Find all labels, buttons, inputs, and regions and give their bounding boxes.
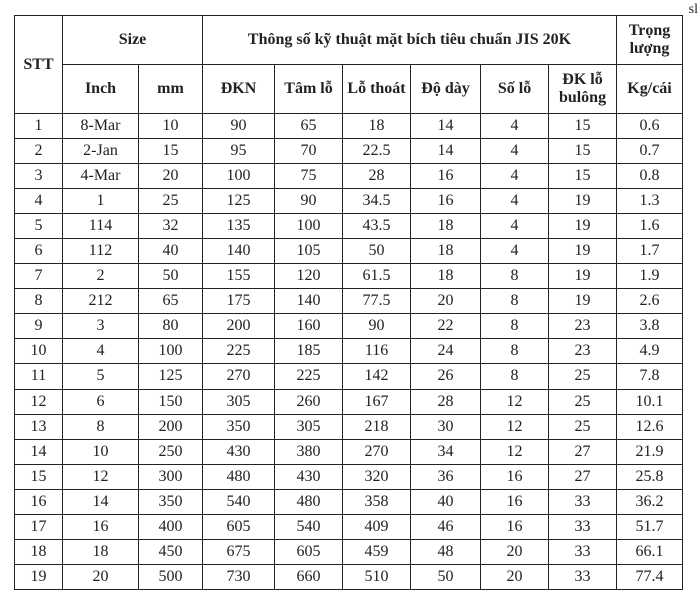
table-cell: 70: [275, 139, 343, 164]
table-cell: 33: [549, 514, 617, 539]
table-cell: 65: [275, 114, 343, 139]
table-cell: 4: [63, 339, 139, 364]
table-row: [15, 114, 683, 139]
table-cell: 34.5: [343, 189, 411, 214]
table-row: [15, 564, 683, 589]
table-cell: 50: [411, 564, 481, 589]
table-cell: 16: [63, 514, 139, 539]
table-cell: 4: [481, 114, 549, 139]
table-cell: 90: [203, 114, 275, 139]
table-cell: 21.9: [617, 439, 683, 464]
table-cell: 28: [343, 164, 411, 189]
table-cell: 212: [63, 289, 139, 314]
table-cell: 605: [203, 514, 275, 539]
table-cell: 114: [63, 214, 139, 239]
table-cell: 270: [203, 364, 275, 389]
table-cell: 480: [275, 489, 343, 514]
table-cell: 225: [275, 364, 343, 389]
table-cell: 15: [15, 464, 63, 489]
table-cell: 90: [343, 314, 411, 339]
table-cell: 13: [15, 414, 63, 439]
table-cell: 4: [15, 189, 63, 214]
table-cell: 40: [411, 489, 481, 514]
table-cell: 18: [411, 214, 481, 239]
table-cell: 12.6: [617, 414, 683, 439]
table-cell: 430: [203, 439, 275, 464]
header-dk-lo-bulong: ĐK lỗ bulông: [549, 65, 617, 114]
table-cell: 125: [203, 189, 275, 214]
table-cell: 8: [481, 364, 549, 389]
table-cell: 95: [203, 139, 275, 164]
table-cell: 2-Jan: [63, 139, 139, 164]
table-cell: 15: [549, 139, 617, 164]
table-cell: 36.2: [617, 489, 683, 514]
table-cell: 51.7: [617, 514, 683, 539]
table-row: [15, 189, 683, 214]
table-cell: 27: [549, 439, 617, 464]
table-cell: 4: [481, 139, 549, 164]
table-cell: 185: [275, 339, 343, 364]
table-cell: 25.8: [617, 464, 683, 489]
table-cell: 380: [275, 439, 343, 464]
table-cell: 77.5: [343, 289, 411, 314]
table-cell: 7: [15, 264, 63, 289]
table-cell: 660: [275, 564, 343, 589]
table-cell: 50: [139, 264, 203, 289]
table-cell: 16: [481, 464, 549, 489]
table-cell: 12: [481, 439, 549, 464]
table-cell: 30: [411, 414, 481, 439]
table-cell: 61.5: [343, 264, 411, 289]
table-cell: 66.1: [617, 539, 683, 564]
table-row: [15, 514, 683, 539]
header-tam-lo: Tâm lỗ: [275, 65, 343, 114]
table-cell: 270: [343, 439, 411, 464]
table-cell: 18: [15, 539, 63, 564]
table-cell: 112: [63, 239, 139, 264]
table-cell: 15: [139, 139, 203, 164]
table-cell: 8: [481, 339, 549, 364]
table-cell: 43.5: [343, 214, 411, 239]
table-cell: 200: [139, 414, 203, 439]
table-cell: 14: [411, 114, 481, 139]
table-cell: 19: [549, 239, 617, 264]
table-cell: 105: [275, 239, 343, 264]
table-cell: 160: [275, 314, 343, 339]
table-cell: 250: [139, 439, 203, 464]
table-cell: 430: [275, 464, 343, 489]
table-cell: 8: [481, 264, 549, 289]
table-cell: 12: [481, 389, 549, 414]
table-cell: 4: [481, 164, 549, 189]
table-cell: 20: [139, 164, 203, 189]
table-cell: 100: [139, 339, 203, 364]
table-cell: 19: [549, 264, 617, 289]
table-cell: 125: [139, 364, 203, 389]
header-inch: Inch: [63, 65, 139, 114]
table-cell: 1.9: [617, 264, 683, 289]
table-cell: 12: [15, 389, 63, 414]
table-cell: 46: [411, 514, 481, 539]
table-cell: 400: [139, 514, 203, 539]
table-cell: 25: [549, 364, 617, 389]
header-lo-thoat: Lỗ thoát: [343, 65, 411, 114]
table-cell: 77.4: [617, 564, 683, 589]
table-cell: 1: [63, 189, 139, 214]
table-cell: 20: [481, 564, 549, 589]
table-cell: 40: [139, 239, 203, 264]
table-cell: 16: [481, 514, 549, 539]
table-cell: 730: [203, 564, 275, 589]
table-cell: 4.9: [617, 339, 683, 364]
table-cell: 8: [481, 314, 549, 339]
table-cell: 1.6: [617, 214, 683, 239]
table-cell: 28: [411, 389, 481, 414]
table-cell: 16: [411, 189, 481, 214]
table-row: [15, 214, 683, 239]
table-row: [15, 289, 683, 314]
table-row: [15, 164, 683, 189]
table-row: [15, 239, 683, 264]
table-cell: 32: [139, 214, 203, 239]
table-cell: 167: [343, 389, 411, 414]
table-cell: 120: [275, 264, 343, 289]
table-cell: 7.8: [617, 364, 683, 389]
table-cell: 350: [139, 489, 203, 514]
table-cell: 19: [549, 289, 617, 314]
table-cell: 33: [549, 564, 617, 589]
table-cell: 16: [481, 489, 549, 514]
table-cell: 16: [411, 164, 481, 189]
table-cell: 260: [275, 389, 343, 414]
table-cell: 8: [15, 289, 63, 314]
table-row: [15, 414, 683, 439]
header-so-lo: Số lỗ: [481, 65, 549, 114]
table-cell: 116: [343, 339, 411, 364]
jis-20k-flange-table: [14, 15, 683, 590]
table-cell: 3.8: [617, 314, 683, 339]
header-row-2: [15, 65, 683, 114]
table-cell: 12: [481, 414, 549, 439]
table-cell: 358: [343, 489, 411, 514]
table-cell: 10: [63, 439, 139, 464]
table-cell: 8-Mar: [63, 114, 139, 139]
table-cell: 540: [203, 489, 275, 514]
table-row: [15, 264, 683, 289]
table-cell: 23: [549, 314, 617, 339]
table-row: [15, 439, 683, 464]
table-cell: 14: [63, 489, 139, 514]
table-cell: 540: [275, 514, 343, 539]
table-cell: 27: [549, 464, 617, 489]
table-cell: 150: [139, 389, 203, 414]
table-cell: 675: [203, 539, 275, 564]
table-cell: 2: [15, 139, 63, 164]
table-cell: 140: [203, 239, 275, 264]
table-cell: 80: [139, 314, 203, 339]
table-cell: 22: [411, 314, 481, 339]
table-cell: 305: [275, 414, 343, 439]
table-cell: 33: [549, 489, 617, 514]
table-cell: 300: [139, 464, 203, 489]
table-cell: 18: [63, 539, 139, 564]
table-cell: 305: [203, 389, 275, 414]
table-cell: 100: [203, 164, 275, 189]
table-cell: 135: [203, 214, 275, 239]
table-cell: 14: [411, 139, 481, 164]
header-size: Size: [63, 16, 203, 65]
table-cell: 20: [481, 539, 549, 564]
header-row-1: [15, 16, 683, 65]
table-cell: 510: [343, 564, 411, 589]
table-cell: 15: [549, 164, 617, 189]
table-cell: 500: [139, 564, 203, 589]
table-cell: 605: [275, 539, 343, 564]
table-cell: 155: [203, 264, 275, 289]
table-cell: 4: [481, 189, 549, 214]
table-cell: 17: [15, 514, 63, 539]
table-cell: 10.1: [617, 389, 683, 414]
table-cell: 1: [15, 114, 63, 139]
table-cell: 450: [139, 539, 203, 564]
table-cell: 0.6: [617, 114, 683, 139]
table-cell: 12: [63, 464, 139, 489]
table-cell: 9: [15, 314, 63, 339]
header-dkn: ĐKN: [203, 65, 275, 114]
table-cell: 100: [275, 214, 343, 239]
table-cell: 218: [343, 414, 411, 439]
table-cell: 19: [15, 564, 63, 589]
table-cell: 19: [549, 214, 617, 239]
table-cell: 16: [15, 489, 63, 514]
header-stt: STT: [15, 16, 63, 114]
table-cell: 1.7: [617, 239, 683, 264]
table-cell: 18: [411, 239, 481, 264]
table-row: [15, 389, 683, 414]
table-cell: 24: [411, 339, 481, 364]
table-cell: 2.6: [617, 289, 683, 314]
table-cell: 23: [549, 339, 617, 364]
corner-label: sl: [688, 2, 698, 17]
table-cell: 409: [343, 514, 411, 539]
table-cell: 5: [63, 364, 139, 389]
table-cell: 25: [549, 389, 617, 414]
header-kg-cai: Kg/cái: [617, 65, 683, 114]
table-cell: 75: [275, 164, 343, 189]
table-cell: 18: [343, 114, 411, 139]
table-cell: 3: [15, 164, 63, 189]
table-cell: 1.3: [617, 189, 683, 214]
table-cell: 140: [275, 289, 343, 314]
table-cell: 8: [481, 289, 549, 314]
table-cell: 15: [549, 114, 617, 139]
table-row: [15, 489, 683, 514]
table-cell: 8: [63, 414, 139, 439]
table-cell: 142: [343, 364, 411, 389]
table-cell: 50: [343, 239, 411, 264]
table-cell: 4: [481, 239, 549, 264]
table-cell: 14: [15, 439, 63, 464]
table-cell: 480: [203, 464, 275, 489]
table-cell: 10: [139, 114, 203, 139]
table-cell: 65: [139, 289, 203, 314]
table-cell: 19: [549, 189, 617, 214]
header-do-day: Độ dày: [411, 65, 481, 114]
table-cell: 320: [343, 464, 411, 489]
table-row: [15, 364, 683, 389]
table-cell: 350: [203, 414, 275, 439]
table-cell: 10: [15, 339, 63, 364]
table-cell: 200: [203, 314, 275, 339]
table-cell: 0.8: [617, 164, 683, 189]
table-row: [15, 539, 683, 564]
table-row: [15, 314, 683, 339]
table-cell: 0.7: [617, 139, 683, 164]
table-cell: 25: [139, 189, 203, 214]
table-cell: 6: [15, 239, 63, 264]
table-cell: 459: [343, 539, 411, 564]
table-cell: 6: [63, 389, 139, 414]
table-cell: 90: [275, 189, 343, 214]
table-cell: 2: [63, 264, 139, 289]
table-cell: 36: [411, 464, 481, 489]
header-weight: Trọng lượng: [617, 16, 683, 65]
table-cell: 18: [411, 264, 481, 289]
table-row: [15, 464, 683, 489]
table-cell: 26: [411, 364, 481, 389]
table-cell: 4-Mar: [63, 164, 139, 189]
table-cell: 225: [203, 339, 275, 364]
table-cell: 22.5: [343, 139, 411, 164]
table-cell: 34: [411, 439, 481, 464]
table-cell: 175: [203, 289, 275, 314]
table-cell: 3: [63, 314, 139, 339]
table-row: [15, 139, 683, 164]
table-row: [15, 339, 683, 364]
header-spec: Thông số kỹ thuật mặt bích tiêu chuẩn JIS 20K: [203, 16, 617, 65]
header-mm: mm: [139, 65, 203, 114]
table-cell: 5: [15, 214, 63, 239]
table-cell: 48: [411, 539, 481, 564]
table-cell: 25: [549, 414, 617, 439]
table-cell: 20: [411, 289, 481, 314]
table-cell: 11: [15, 364, 63, 389]
table-cell: 20: [63, 564, 139, 589]
table-cell: 33: [549, 539, 617, 564]
table-cell: 4: [481, 214, 549, 239]
